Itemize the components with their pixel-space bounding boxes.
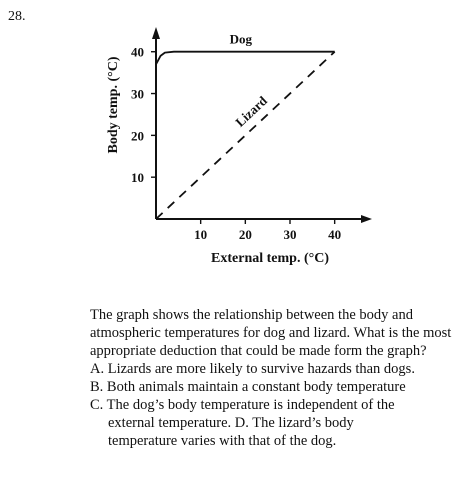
option-c-continued-text: external temperature. D. The lizard’s body: [108, 415, 354, 431]
y-axis-arrow: [152, 27, 160, 39]
y-tick-label: 30: [131, 86, 144, 102]
question-number: 28.: [8, 9, 26, 24]
option-c-label: C.: [90, 397, 104, 413]
x-axis-arrow: [361, 215, 372, 223]
y-tick-label: 20: [131, 128, 144, 144]
y-tick-label: 40: [131, 44, 144, 60]
question-stem: The graph shows the relationship between the body and atmospheric temperatures for dog and lizard. What is the most appropriate deduction that could be made form the graph?: [90, 307, 452, 359]
chart-series: [156, 52, 335, 219]
series-label-dog: Dog: [229, 31, 253, 47]
series-line-lizard: [156, 52, 335, 219]
x-axis-title: External temp. (°C): [211, 251, 329, 266]
option-c-continued: [90, 414, 466, 432]
y-tick-label: 10: [131, 170, 144, 186]
option-d-continued-text: temperature varies with that of the dog.: [108, 433, 337, 449]
option-a-text: Lizards are more likely to survive hazards than dogs.: [107, 361, 415, 377]
x-tick-label: 30: [283, 227, 297, 242]
question-text: [90, 306, 466, 450]
y-axis-title: Body temp. (°C): [106, 56, 121, 154]
chart-axes: [152, 27, 372, 223]
option-c-text: The dog’s body temperature is independent of the: [106, 397, 395, 413]
option-d-continued: [90, 432, 466, 450]
option-b-text: Both animals maintain a constant body temperature: [106, 379, 406, 395]
x-tick-label: 20: [238, 227, 252, 242]
series-label-lizard: Lizard: [232, 93, 271, 130]
option-a-label: A.: [90, 361, 105, 377]
x-tick-label: 10: [194, 227, 208, 242]
x-tick-label: 40: [328, 227, 342, 242]
option-b: [90, 378, 466, 396]
option-a: [90, 360, 466, 378]
option-c: [90, 396, 466, 414]
option-b-label: B.: [90, 379, 104, 395]
series-line-dog: [156, 52, 335, 65]
